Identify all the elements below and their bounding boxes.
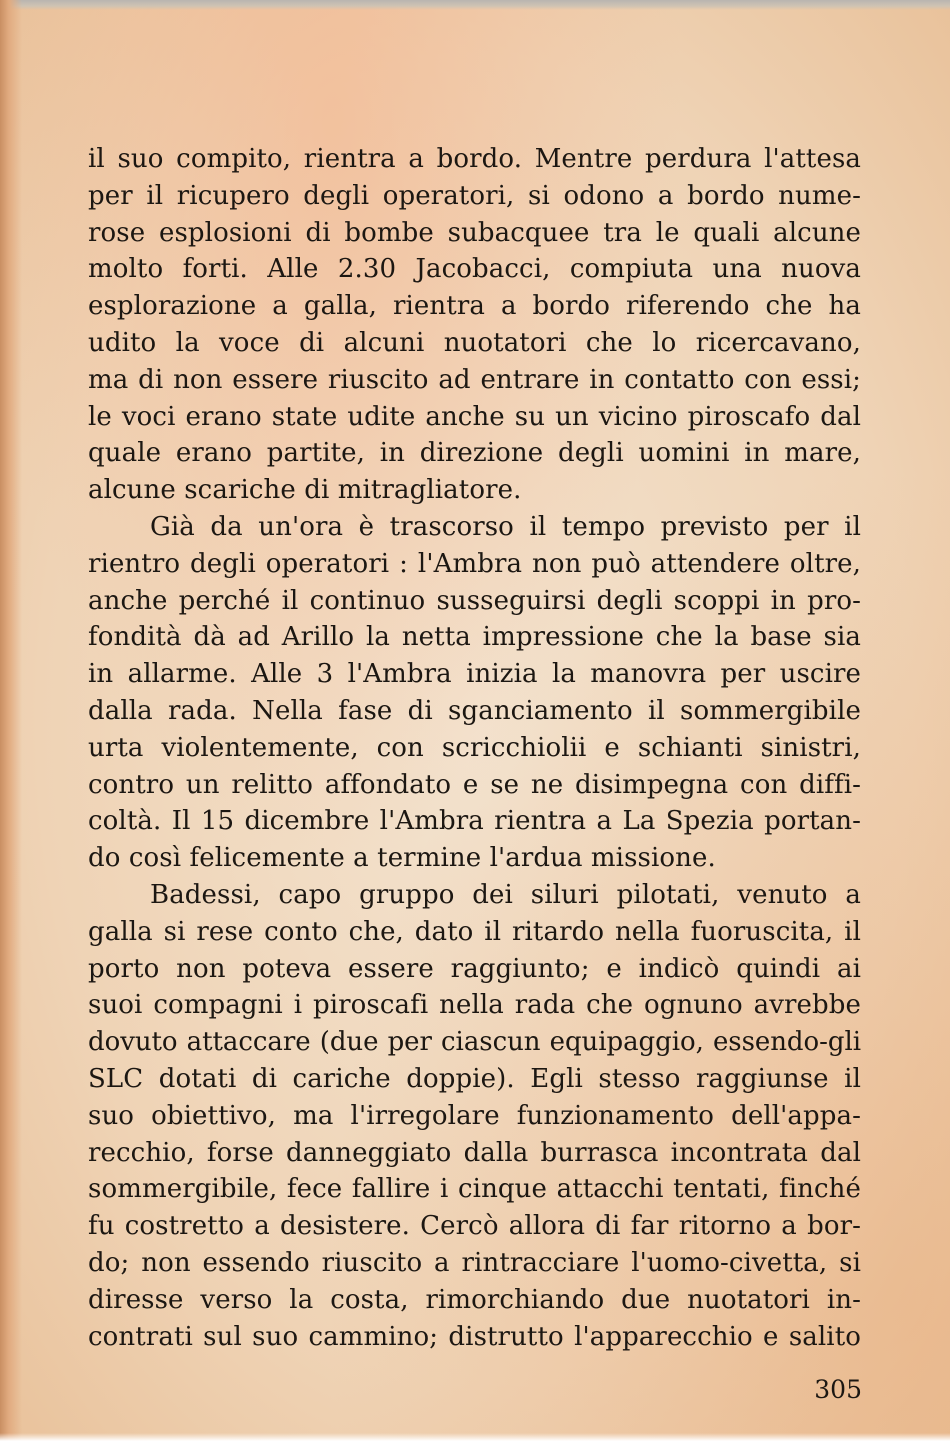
text-line: do così felicemente a termine l'ardua missione. [88, 843, 716, 874]
page-bottom-edge [0, 1433, 950, 1441]
text-line: esplorazione a galla, rientra a bordo riferendo che ha [88, 291, 861, 322]
text-line: dalla rada. Nella fase di sganciamento il sommergibile [88, 695, 861, 726]
page-top-edge [0, 0, 950, 10]
text-line: anche perché il continuo susseguirsi degli scoppi in pro- [88, 585, 861, 616]
text-line: sommergibile, fece fallire i cinque attacchi tentati, finché [88, 1174, 861, 1205]
text-line: diresse verso la costa, rimorchiando due nuotatori in- [88, 1284, 861, 1315]
page-binding-edge [0, 0, 22, 1441]
text-line: Badessi, capo gruppo dei siluri pilotati, venuto a [150, 879, 861, 910]
text-line: coltà. Il 15 dicembre l'Ambra rientra a La Spezia portan- [88, 806, 861, 837]
text-line: fondità dà ad Arillo la netta impressione che la base sia [88, 622, 861, 653]
text-line: SLC dotati di cariche doppie). Egli stesso raggiunse il [88, 1063, 861, 1094]
page-number: 305 [814, 1375, 862, 1404]
text-line: alcune scariche di mitragliatore. [88, 475, 522, 506]
text-line: udito la voce di alcuni nuotatori che lo ricercavano, [88, 327, 861, 358]
text-line: rose esplosioni di bombe subacquee tra le quali alcune [88, 217, 861, 248]
text-line: recchio, forse danneggiato dalla burrasca incontrata dal [88, 1137, 861, 1168]
text-line: galla si rese conto che, dato il ritardo nella fuoruscita, il [88, 916, 861, 947]
text-line: dovuto attaccare (due per ciascun equipaggio, essendo-gli [88, 1027, 861, 1058]
text-line: porto non poteva essere raggiunto; e indicò quindi ai [88, 953, 861, 984]
text-line: molto forti. Alle 2.30 Jacobacci, compiuta una nuova [88, 254, 861, 285]
text-line: suo obiettivo, ma l'irregolare funzionamento dell'appa- [88, 1100, 861, 1131]
text-line: in allarme. Alle 3 l'Ambra inizia la manovra per uscire [88, 659, 861, 690]
text-line: il suo compito, rientra a bordo. Mentre perdura l'attesa [88, 144, 861, 174]
text-line: contro un relitto affondato e se ne disimpegna con diffi- [88, 769, 861, 800]
text-line: le voci erano state udite anche su un vicino piroscafo dal [88, 401, 861, 432]
text-line: per il ricupero degli operatori, si odono a bordo nume- [88, 180, 861, 211]
text-line: ma di non essere riuscito ad entrare in contatto con essi; [88, 364, 861, 395]
text-line: Già da un'ora è trascorso il tempo previsto per il [150, 511, 861, 542]
text-line: quale erano partite, in direzione degli uomini in mare, [88, 438, 861, 469]
text-line: fu costretto a desistere. Cercò allora di far ritorno a bor- [88, 1211, 861, 1242]
text-line: suoi compagni i piroscafi nella rada che ognuno avrebbe [88, 990, 861, 1021]
text-line: rientro degli operatori : l'Ambra non può attendere oltre, [88, 548, 861, 579]
body-text [88, 141, 861, 1355]
text-line: contrati sul suo cammino; distrutto l'apparecchio e salito [88, 1321, 861, 1352]
text-line: urta violentemente, con scricchiolii e schianti sinistri, [88, 732, 861, 763]
text-line: do; non essendo riuscito a rintracciare l'uomo-civetta, si [88, 1247, 861, 1278]
